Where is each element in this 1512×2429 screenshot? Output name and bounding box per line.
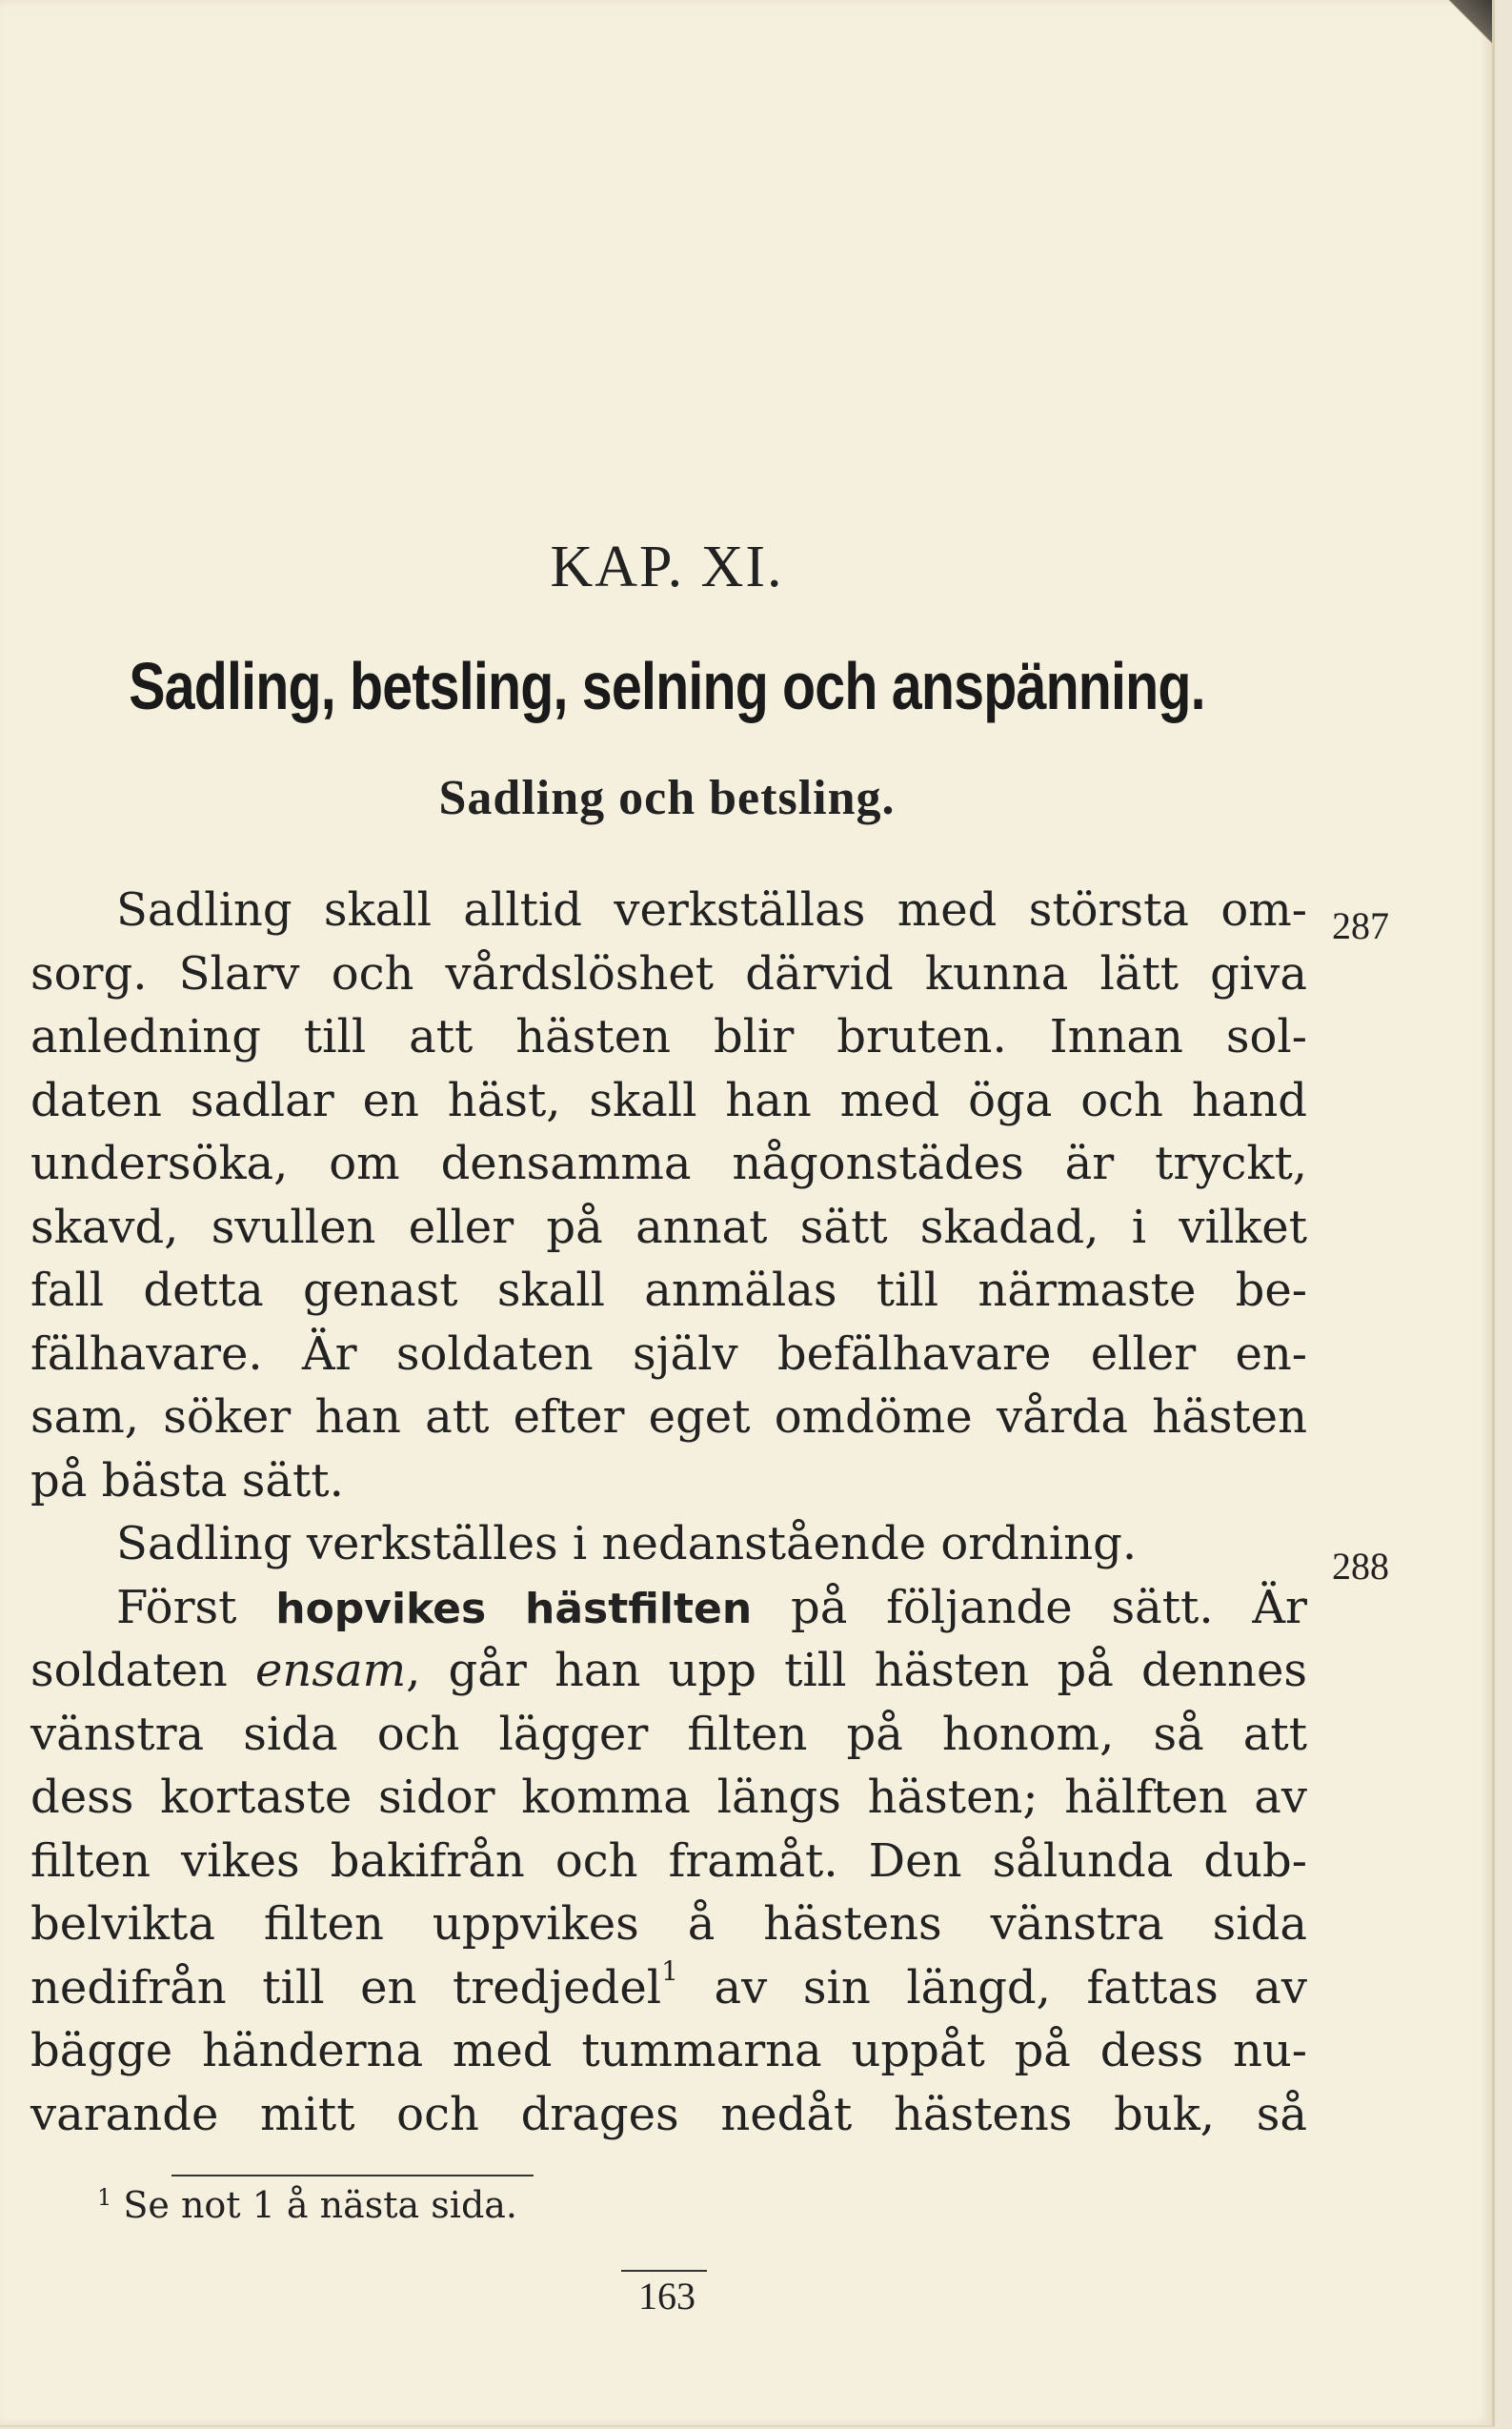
text-run: soldaten	[30, 1644, 255, 1697]
text-line: vänstra sida och lägger filten på honom, så att	[30, 1707, 1307, 1761]
page-number: 163	[638, 2275, 696, 2318]
footnote-marker: 1	[661, 1954, 678, 1987]
text-run: på följande sätt. Är	[752, 1580, 1307, 1634]
text-run: nedifrån till en tredjedel	[30, 1960, 662, 2014]
text-line: filten vikes bakifrån och framåt. Den sålunda dub-	[30, 1833, 1307, 1888]
page-number-rule	[621, 2270, 707, 2272]
text-line	[30, 1639, 1307, 1703]
text-line: anledning till att hästen blir bruten. Innan sol-	[30, 1010, 1307, 1063]
margin-number-287: 287	[1332, 904, 1389, 947]
page-corner	[1444, 0, 1492, 57]
text-line: fall detta genast skall anmälas till närmaste be-	[30, 1264, 1307, 1317]
text-line: bägge händerna med tummarna uppåt på dess nu-	[30, 2024, 1307, 2077]
chapter-title: Sadling, betsling, selning och anspänning.	[129, 649, 1205, 723]
text-line: fälhavare. Är soldaten själv befälhavare eller en-	[30, 1326, 1307, 1381]
text-line: undersöka, om densamma någonstädes är tryckt,	[30, 1137, 1307, 1190]
text-line: Sadling skall alltid verkställas med största om-	[116, 883, 1307, 937]
text-line: belvikta filten uppvikes å hästens vänstra sida	[30, 1897, 1307, 1951]
text-line	[30, 1576, 1307, 1640]
text-line: Sadling verkställes i nedanstående ordning.	[116, 1517, 1138, 1570]
margin-number-288: 288	[1332, 1545, 1389, 1588]
text-line: daten sadlar en häst, skall han med öga och hand	[30, 1073, 1307, 1127]
footnote-text: Se not 1 å nästa sida.	[111, 2184, 517, 2226]
text-line: dess kortaste sidor komma längs hästen; hälften av	[30, 1771, 1307, 1824]
text-line: skavd, svullen eller på annat sätt skadad, i vilket	[30, 1200, 1307, 1254]
text-line: på bästa sätt.	[30, 1453, 344, 1508]
text-run: Först	[116, 1580, 276, 1634]
text-line: sam, söker han att efter eget omdöme vårda hästen	[30, 1390, 1307, 1444]
emphasis-italic: ensam	[255, 1644, 407, 1697]
text-line: sorg. Slarv och vårdslöshet därvid kunna lätt giva	[30, 946, 1307, 1001]
section-subtitle: Sadling och betsling.	[438, 771, 896, 825]
text-line	[30, 1956, 1307, 2020]
text-line: varande mitt och drages nedåt hästens buk, så	[30, 2087, 1307, 2141]
emphasis-bold: hopvikes hästfilten	[275, 1584, 753, 1633]
footnote	[97, 2184, 517, 2226]
chapter-heading: KAP. XI.	[550, 535, 784, 599]
text-run: av sin längd, fattas av	[677, 1960, 1307, 2014]
footnote-rule	[171, 2175, 534, 2176]
footnote-number: 1	[97, 2184, 112, 2211]
body-text	[30, 879, 1307, 2146]
text-run: , går han upp till hästen på dennes	[406, 1644, 1308, 1697]
